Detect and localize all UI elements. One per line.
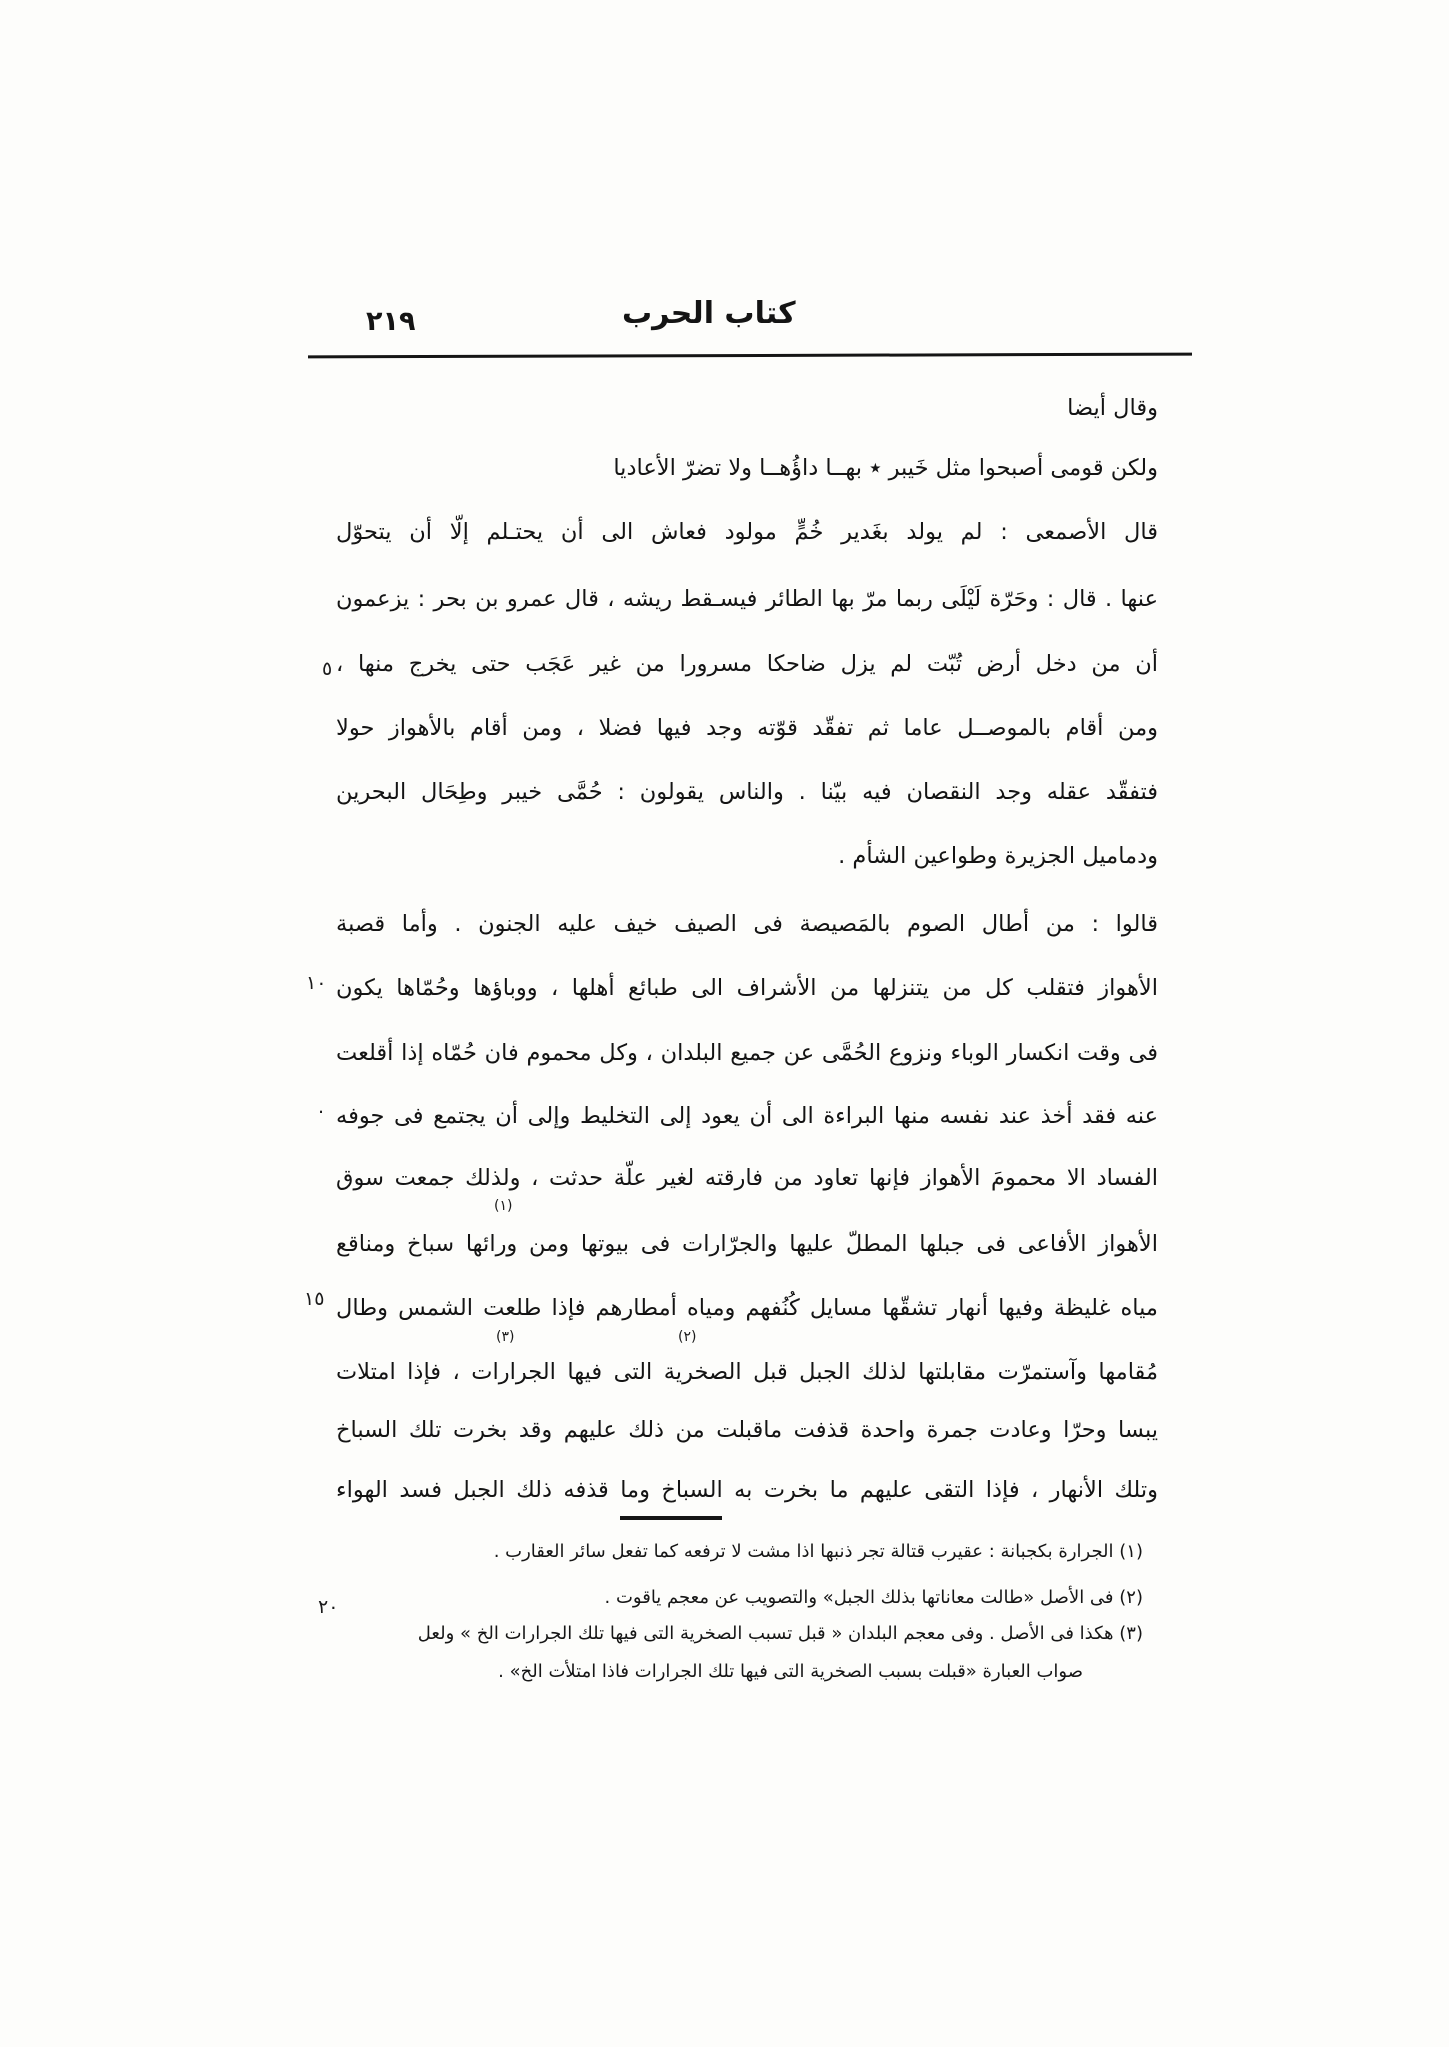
body-line: عنها . قال : وحَرّة لَيْلَى ربما مرّ بها الطائر فيسـقط ريشه ، قال عمرو بن بحر : يزعمون bbox=[336, 586, 1158, 612]
body-line: الأهواز الأفاعى فى جبلها المطلّ عليها والجرّارات فى بيوتها ومن ورائها سباخ ومناقع bbox=[336, 1231, 1158, 1257]
body-line-verse: ولكن قومى أصبحوا مثل خَيبر ٭ بهــا داؤُهــا ولا تضرّ الأعاديا bbox=[613, 455, 1158, 481]
margin-line-number: ٢٠ bbox=[318, 1596, 339, 1618]
footnote-marker: (١) bbox=[494, 1198, 513, 1214]
body-line: الفساد الا محمومَ الأهواز فإنها تعاود من فارقته لغير علّة حدثت ، ولذلك جمعت سوق bbox=[336, 1165, 1158, 1191]
page-number: ٢١٩ bbox=[366, 306, 416, 337]
footnote-marker: (٣) bbox=[496, 1329, 515, 1345]
body-line: قالوا : من أطال الصوم بالمَصيصة فى الصيف خيف عليه الجنون . وأما قصبة bbox=[336, 911, 1158, 937]
footnote-line: (٢) فى الأصل «طالت معاناتها بذلك الجبل» والتصويب عن معجم ياقوت . bbox=[604, 1587, 1143, 1608]
margin-line-number: ١٥ bbox=[304, 1288, 325, 1310]
footnote-separator bbox=[620, 1516, 722, 1520]
body-line: يبسا وحرّا وعادت جمرة واحدة قذفت ماقبلت من ذلك عليهم وقد بخرت تلك السباخ bbox=[336, 1417, 1158, 1443]
footnote-line: صواب العبارة «قبلت بسبب الصخرية التى فيها تلك الجرارات فاذا امتلأت الخ» . bbox=[498, 1661, 1083, 1682]
body-line: مياه غليظة وفيها أنهار تشقّها مسايل كُنُفهم ومياه أمطارهم فإذا طلعت الشمس وطال bbox=[336, 1295, 1158, 1321]
footnote-line: (١) الجرارة بكجبانة : عقيرب قتالة تجر ذنبها اذا مشت لا ترفعه كما تفعل سائر العقارب . bbox=[493, 1541, 1143, 1562]
body-line: قال الأصمعى : لم يولد بغَدير خُمٍّ مولود فعاش الى أن يحتـلم إلّا أن يتحوّل bbox=[336, 519, 1158, 545]
margin-line-number: ١٠ bbox=[306, 972, 327, 994]
footnote-marker: (٢) bbox=[678, 1329, 697, 1345]
body-line: وتلك الأنهار ، فإذا التقى عليهم ما بخرت به السباخ وما قذفه ذلك الجبل فسد الهواء bbox=[336, 1477, 1158, 1503]
footnote-line: (٣) هكذا فى الأصل . وفى معجم البلدان « قبل تسبب الصخرية التى فيها تلك الجرارات الخ » ولعل bbox=[417, 1623, 1143, 1644]
body-line: فتفقّد عقله وجد النقصان فيه بيّنا . والناس يقولون : حُمَّى خيبر وطِحَال البحرين bbox=[336, 779, 1158, 805]
body-line: ودماميل الجزيرة وطواعين الشأم . bbox=[838, 843, 1158, 869]
body-line: عنه فقد أخذ عند نفسه منها البراءة الى أن يعود إلى التخليط وإلى أن يجتمع فى جوفه bbox=[336, 1103, 1158, 1129]
header-rule bbox=[308, 353, 1192, 359]
body-line: مُقامها وآستمرّت مقابلتها لذلك الجبل قبل الصخرية التى فيها الجرارات ، فإذا امتلات bbox=[336, 1359, 1158, 1385]
body-line: ومن أقام بالموصــل عاما ثم تفقّد قوّته وجد فيها فضلا ، ومن أقام بالأهواز حولا bbox=[336, 715, 1158, 741]
margin-dot: . bbox=[318, 1096, 325, 1118]
margin-line-number: ٥ bbox=[322, 658, 333, 680]
body-line: فى وقت انكسار الوباء ونزوع الحُمَّى عن جميع البلدان ، وكل محموم فان حُمّاه إذا أقلعت bbox=[336, 1040, 1158, 1066]
body-line: أن من دخل أرض تُبّت لم يزل ضاحكا مسرورا من غير عَجَب حتى يخرج منها ، bbox=[336, 651, 1158, 677]
page-title: كتاب الحرب bbox=[622, 296, 796, 331]
body-line: وقال أيضا bbox=[1067, 395, 1158, 421]
body-line: الأهواز فتقلب كل من يتنزلها من الأشراف الى طبائع أهلها ، ووباؤها وحُمّاها يكون bbox=[336, 975, 1158, 1001]
